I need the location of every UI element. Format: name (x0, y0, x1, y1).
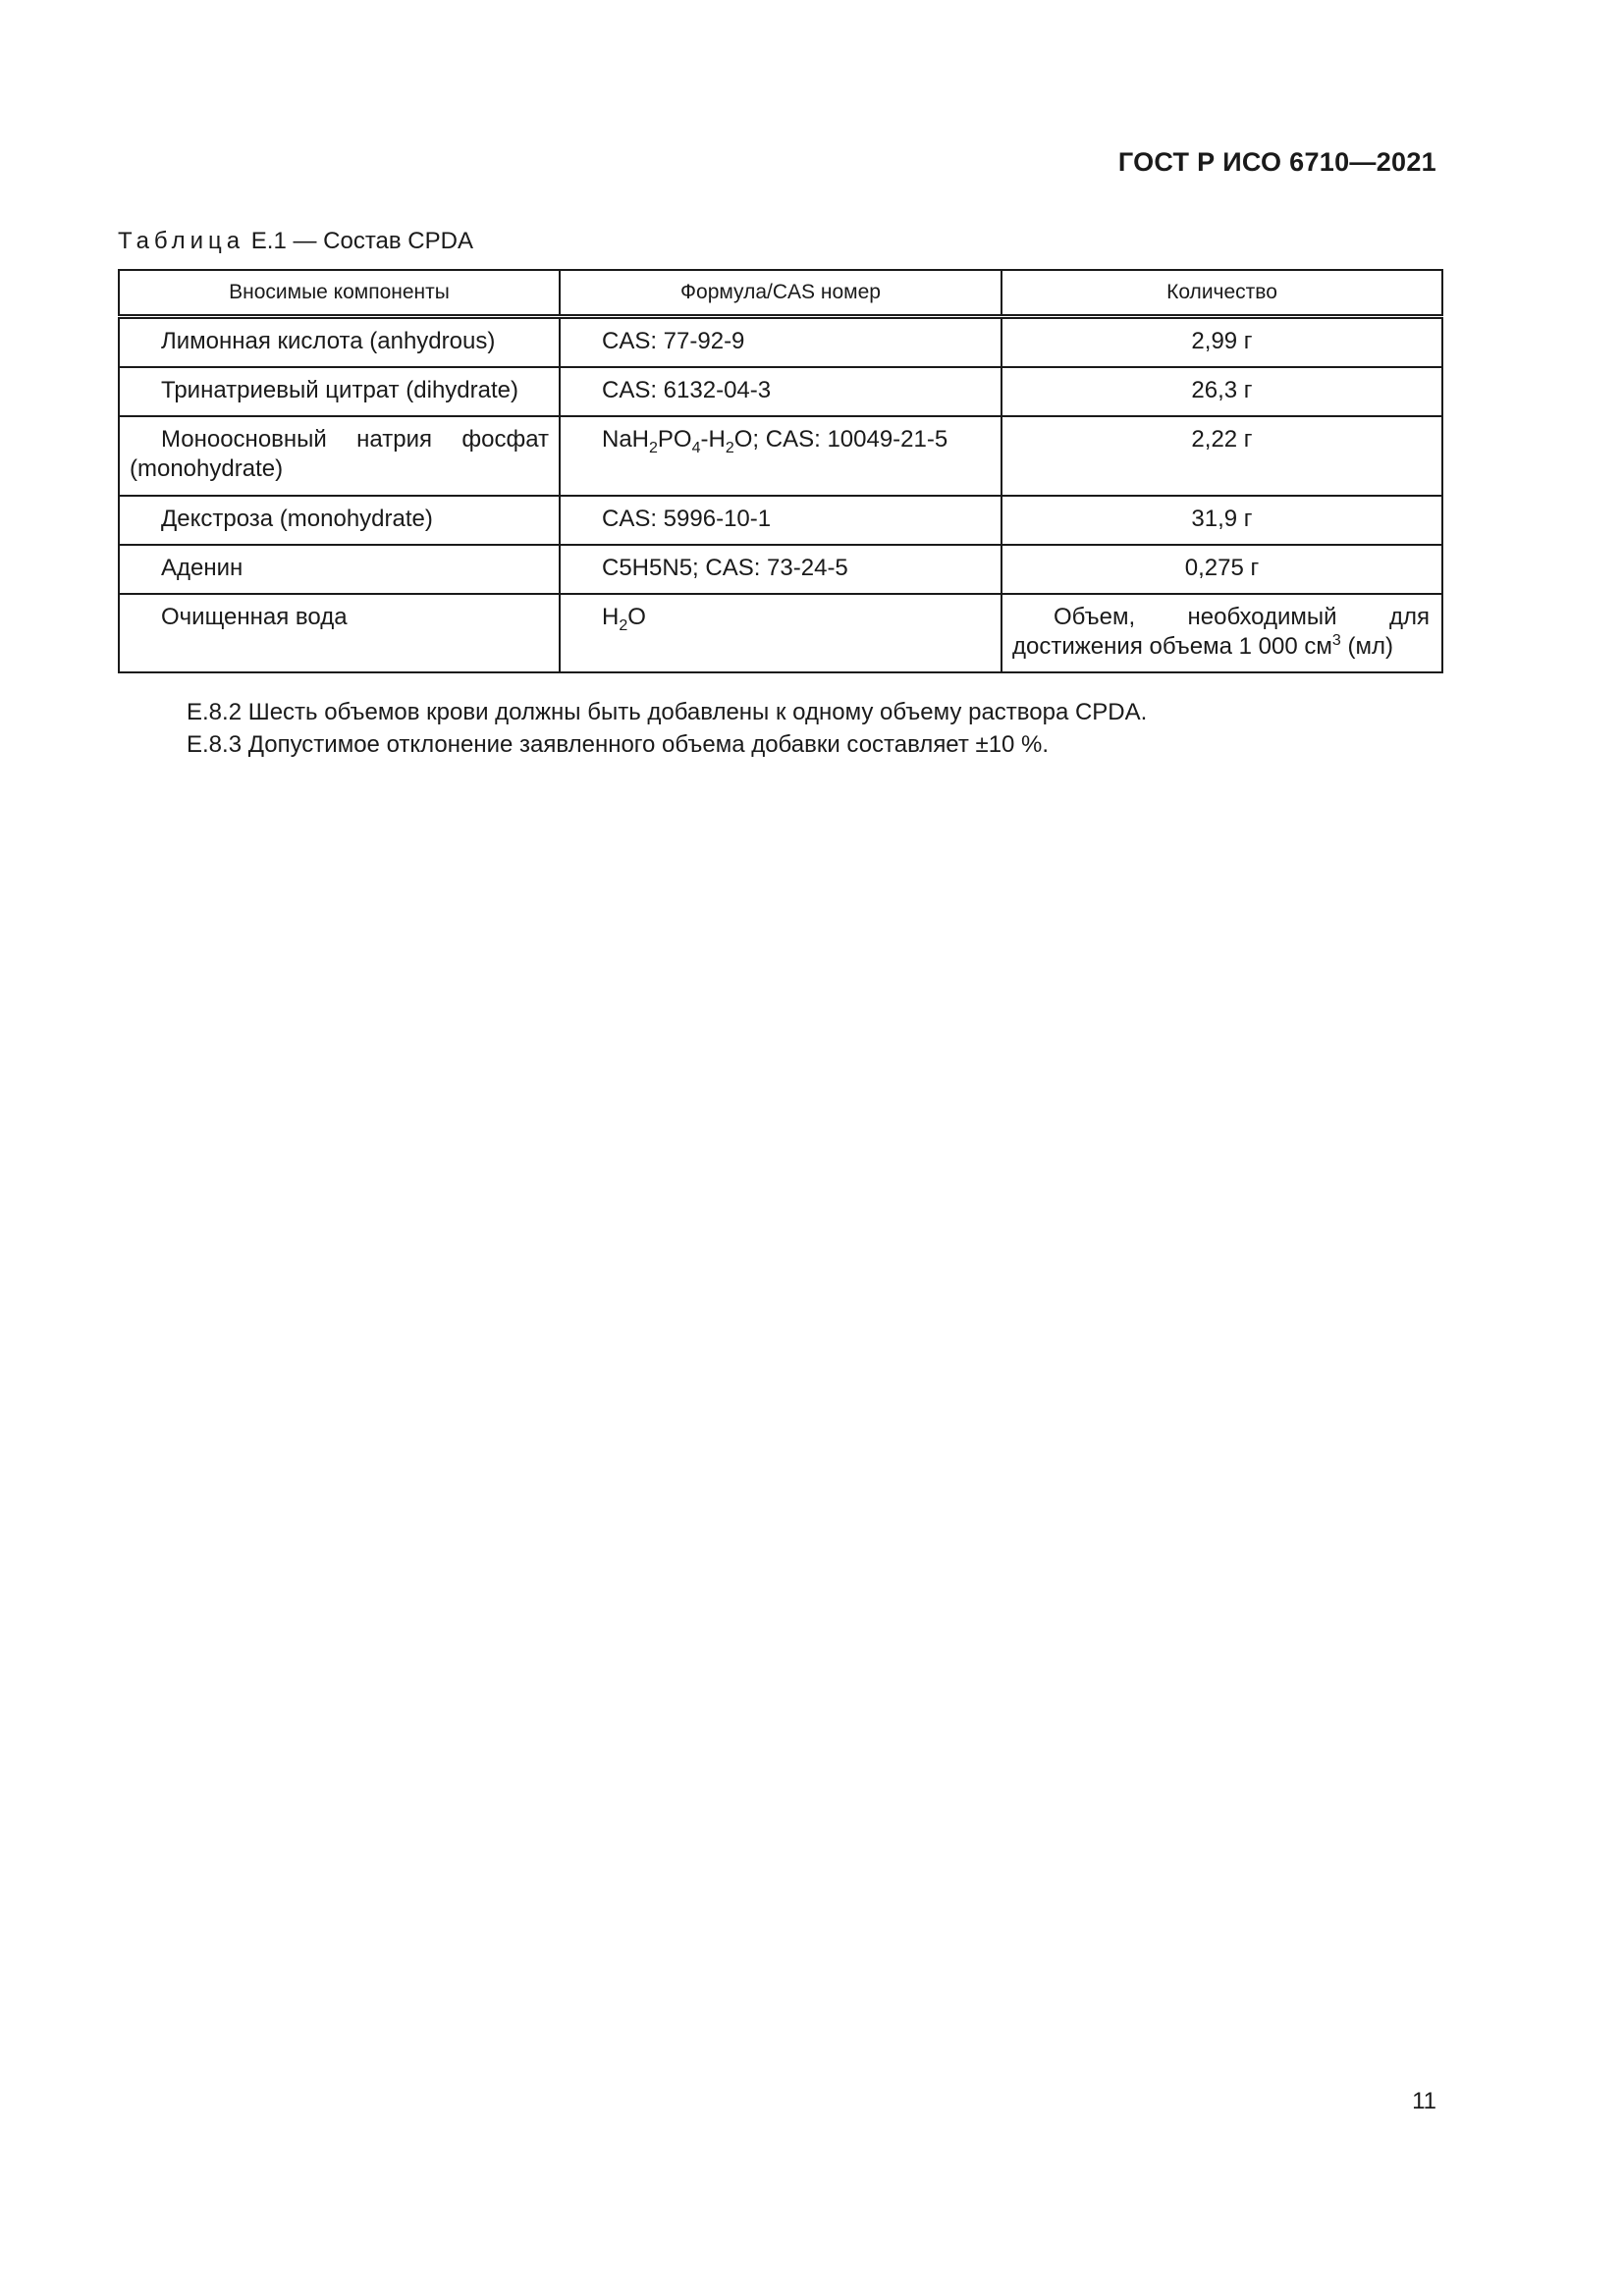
table-row (119, 545, 1442, 594)
composition-table (118, 269, 1443, 673)
document-code: ГОСТ Р ИСО 6710—2021 (1117, 147, 1436, 177)
table-row (119, 416, 1442, 496)
cell-component: Очищенная вода (119, 594, 560, 672)
cell-component: Лимонная кислота (anhydrous) (119, 317, 560, 368)
cell-quantity: 26,3 г (1001, 367, 1442, 416)
cell-formula: CAS: 5996-10-1 (560, 496, 1001, 545)
table-caption (118, 228, 473, 255)
paragraph-e-8-3: Е.8.3 Допустимое отклонение заявленного объема добавки составляет ±10 %. (187, 731, 1050, 758)
cell-quantity: 0,275 г (1001, 545, 1442, 594)
paragraph-e-8-2: Е.8.2 Шесть объемов крови должны быть добавлены к одному объему раствора CPDA. (187, 699, 1148, 725)
cell-formula: C5H5N5; CAS: 73-24-5 (560, 545, 1001, 594)
cell-component: Аденин (119, 545, 560, 594)
cell-quantity: Объем, необходимый для достижения объема 1 000 $см^3$ (мл) (1001, 594, 1442, 672)
table-row (119, 367, 1442, 416)
column-header-formula: Формула/CAS номер (560, 270, 1001, 317)
cell-component: Декстроза (monohydrate) (119, 496, 560, 545)
cell-quantity: 2,99 г (1001, 317, 1442, 368)
table-caption-text: Е.1 — Состав CPDA (250, 228, 473, 254)
cell-quantity: 2,22 г (1001, 416, 1442, 496)
column-header-quantity: Количество (1001, 270, 1442, 317)
cell-formula: CAS: 6132-04-3 (560, 367, 1001, 416)
cell-quantity: 31,9 г (1001, 496, 1442, 545)
table-row (119, 317, 1442, 368)
table-row (119, 594, 1442, 672)
table-header-row (119, 270, 1442, 317)
table-row (119, 496, 1442, 545)
cell-formula: CAS: 77-92-9 (560, 317, 1001, 368)
cell-formula: $NaH_2PO_4-H_2O$; CAS: 10049-21-5 (560, 416, 1001, 496)
cell-component: Тринатриевый цитрат (dihydrate) (119, 367, 560, 416)
column-header-components: Вносимые компоненты (119, 270, 560, 317)
table-caption-label: Таблица (118, 228, 245, 254)
page-number: 11 (1412, 2088, 1436, 2114)
cell-component: Моноосновный натрия фосфат (monohydrate) (119, 416, 560, 496)
cell-formula: $H_2O$ (560, 594, 1001, 672)
